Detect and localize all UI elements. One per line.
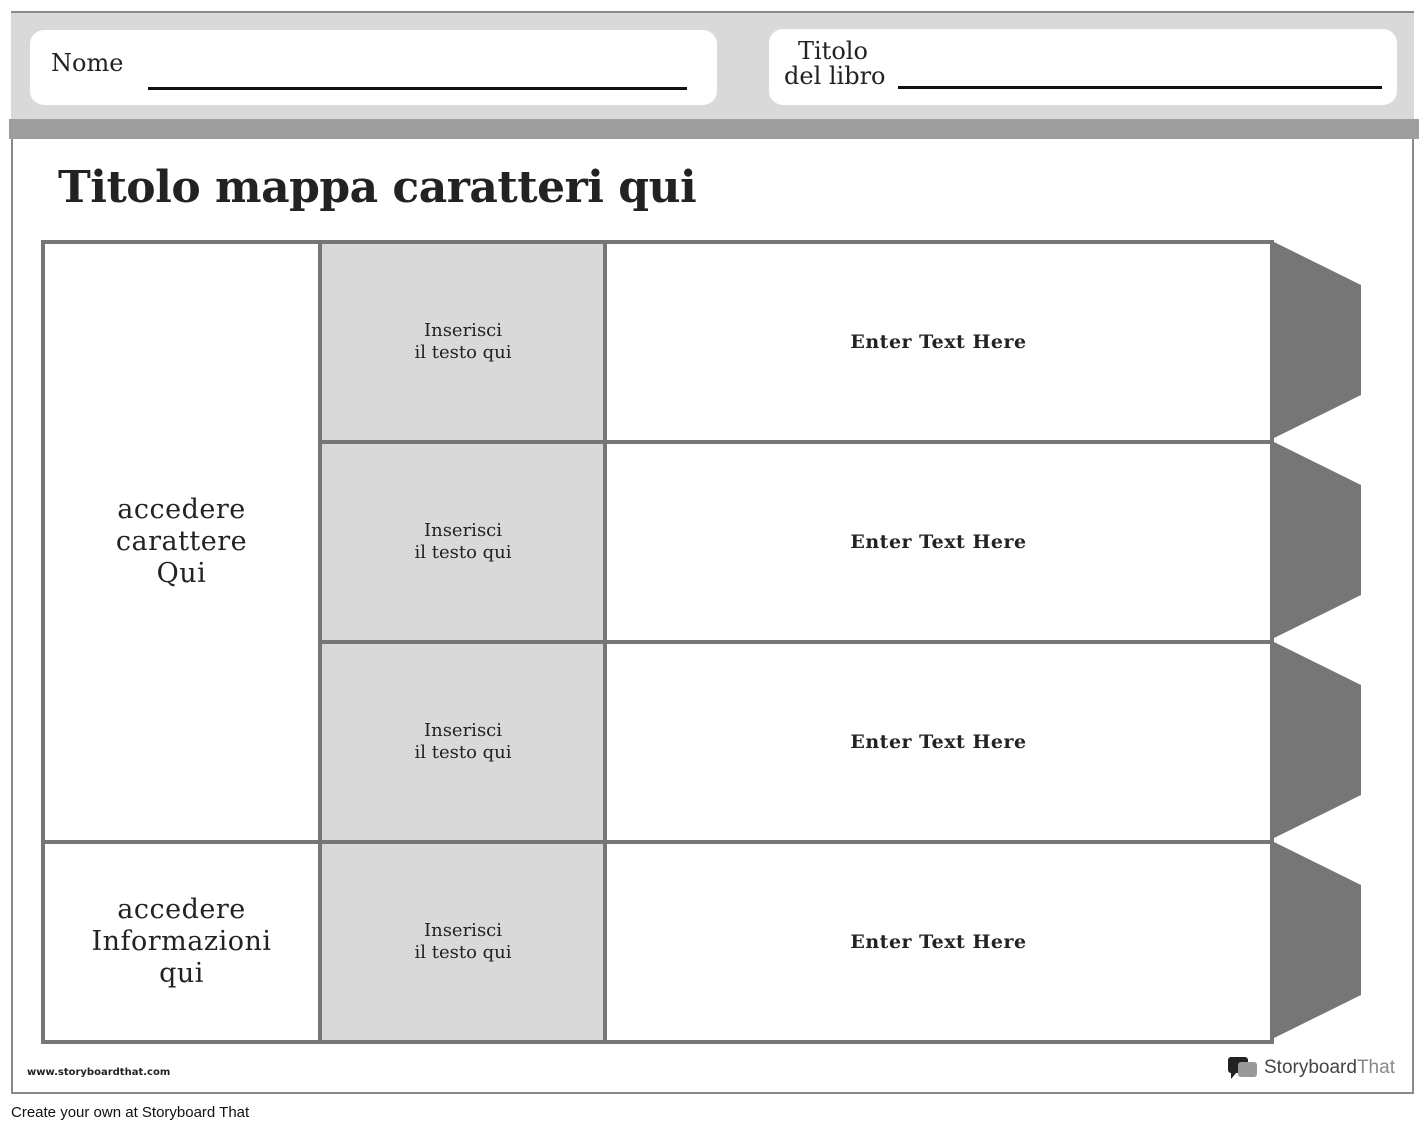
book-title-label-line2: del libro: [784, 62, 886, 90]
prompt-text-4: [414, 920, 511, 964]
info-line2: Informazioni: [91, 926, 272, 957]
info-text: [91, 894, 271, 990]
arrow-tab-2: [1270, 440, 1361, 640]
content-cell-2[interactable]: [603, 440, 1274, 644]
character-name-line1: accedere: [117, 494, 246, 525]
prompt-4-line2: il testo qui: [414, 942, 512, 963]
arrow-tab-4: [1270, 840, 1361, 1040]
speech-bubbles-icon: [1228, 1055, 1258, 1081]
prompt-cell-1[interactable]: [318, 240, 608, 444]
arrow-tabs: [1270, 240, 1365, 1045]
name-label: Nome: [51, 49, 124, 77]
character-name-cell[interactable]: [41, 240, 322, 844]
name-field-box: [30, 30, 717, 105]
prompt-1-line1: Inserisci: [423, 320, 503, 341]
prompt-2-line2: il testo qui: [414, 542, 512, 563]
logo-text: [1264, 1057, 1395, 1079]
book-title-label-line1: Titolo: [798, 37, 868, 65]
name-input-line[interactable]: [148, 87, 687, 90]
content-cell-3[interactable]: [603, 640, 1274, 844]
content-text-4: Enter Text Here: [850, 931, 1027, 953]
character-name-text: [116, 494, 247, 590]
content-cell-4[interactable]: [603, 840, 1274, 1044]
prompt-cell-2[interactable]: [318, 440, 608, 644]
character-name-line3: Qui: [156, 558, 207, 589]
prompt-3-line1: Inserisci: [423, 720, 503, 741]
footer-url[interactable]: www.storyboardthat.com: [27, 1067, 171, 1078]
book-title-input-line[interactable]: [898, 86, 1382, 89]
prompt-3-line2: il testo qui: [414, 742, 512, 763]
content-cell-1[interactable]: [603, 240, 1274, 444]
prompt-1-line2: il testo qui: [414, 342, 512, 363]
prompt-2-line1: Inserisci: [423, 520, 503, 541]
content-text-3: Enter Text Here: [850, 731, 1027, 753]
info-line1: accedere: [117, 894, 246, 925]
info-line3: qui: [159, 958, 204, 989]
logo-text-part1: Storyboard: [1264, 1057, 1357, 1078]
page-title[interactable]: Titolo mappa caratteri qui: [58, 162, 697, 213]
prompt-text-3: [414, 720, 511, 764]
prompt-text-1: [414, 320, 511, 364]
character-name-line2: carattere: [115, 526, 248, 557]
prompt-cell-3[interactable]: [318, 640, 608, 844]
arrow-tab-1: [1270, 240, 1361, 440]
prompt-cell-4[interactable]: [318, 840, 608, 1044]
header-divider-bar: [9, 119, 1419, 139]
arrow-tab-3: [1270, 640, 1361, 840]
logo-text-part2: That: [1356, 1057, 1395, 1078]
content-text-1: Enter Text Here: [850, 331, 1027, 353]
bottom-caption[interactable]: Create your own at Storyboard That: [11, 1104, 250, 1121]
info-cell[interactable]: [41, 840, 322, 1044]
book-title-field-box: [769, 29, 1397, 105]
prompt-text-2: [414, 520, 511, 564]
prompt-4-line1: Inserisci: [423, 920, 503, 941]
content-text-2: Enter Text Here: [850, 531, 1027, 553]
storyboardthat-logo[interactable]: [1228, 1055, 1395, 1081]
